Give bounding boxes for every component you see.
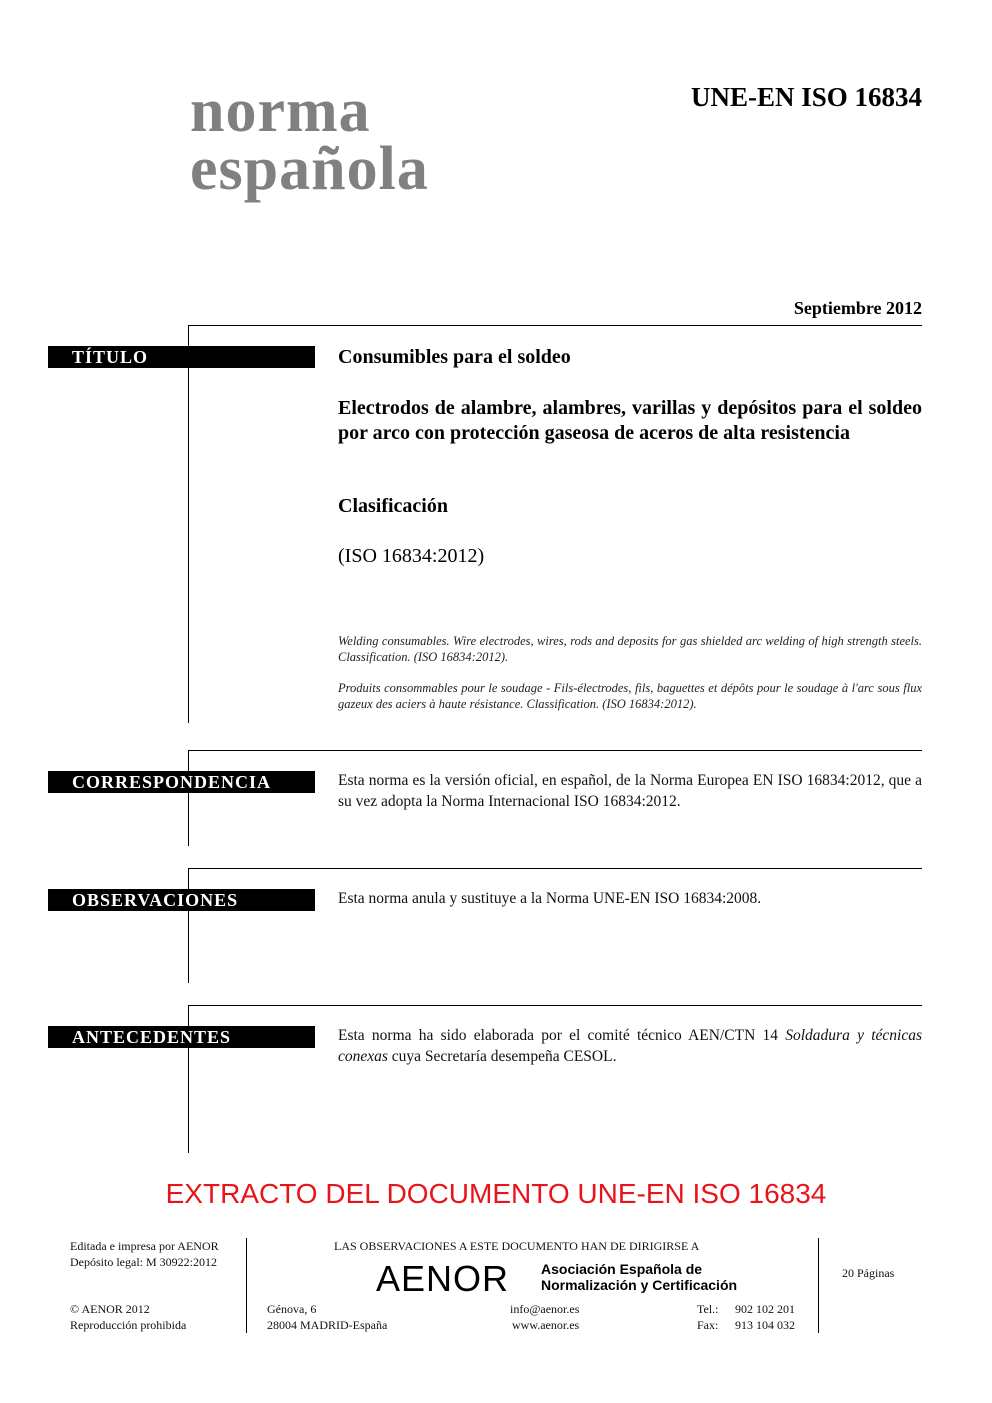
brand-line-2: española [190,135,429,203]
tel-number: 902 102 201 [735,1302,795,1316]
footer-contact [510,1301,579,1333]
footer-address-1: Génova, 6 [267,1302,317,1316]
page-count: 20 Páginas [842,1266,895,1280]
footer-rule-left [246,1238,247,1333]
footer-copyright: © AENOR 2012 [70,1302,150,1316]
antecedentes-text-start: Esta norma ha sido elaborada por el comité técnico AEN/CTN 14 [338,1027,786,1044]
fax-number: 913 104 032 [735,1318,795,1332]
footer-edited: Editada e impresa por AENOR [70,1239,219,1253]
title-english: Welding consumables. Wire electrodes, wires, rods and deposits for gas shielded arc welding of high strength steels. Classification. (ISO 16834:2012). [338,634,922,664]
section-divider [188,750,922,751]
footer-address [267,1301,387,1333]
label-antecedentes: ANTECEDENTES [48,1026,315,1048]
antecedentes-text-end: cuya Secretaría desempeña CESOL. [387,1048,617,1065]
aenor-association [541,1261,737,1293]
publication-date: Septiembre 2012 [793,298,922,318]
brand-title [190,77,429,203]
footer-rule-right [818,1238,819,1333]
observaciones-text: Esta norma anula y sustituye a la Norma UNE-EN ISO 16834:2008. [338,890,762,907]
title-line-4: (ISO 16834:2012) [338,545,485,567]
footer-rights [70,1301,186,1333]
title-line-3: Clasificación [338,495,448,517]
title-french: Produits consommables pour le soudage - Fils-électrodes, fils, baguettes et dépôts pour le soudage à l'arc sous flux gazeux des aciers à haute résistance. Classification. (ISO 16834:2012). [338,681,922,711]
committee-name: Soldadura y técnicas conexas [338,1027,922,1065]
aenor-association-line-1: Asociación Española de [541,1261,703,1277]
footer-deposit: Depósito legal: M 30922:2012 [70,1255,217,1269]
correspondencia-text: Esta norma es la versión oficial, en español, de la Norma Europea EN ISO 16834:2012, que a su vez adopta la Norma Internacional ISO 16834:2012. [338,772,922,810]
antecedentes-text [338,1025,922,1067]
label-observaciones: OBSERVACIONES [48,889,315,911]
footer-phone [697,1301,795,1333]
label-titulo: TÍTULO [48,346,315,368]
aenor-association-line-2: Normalización y Certificación [541,1277,738,1293]
footer-web[interactable]: www.aenor.es [512,1318,580,1332]
label-correspondencia: CORRESPONDENCIA [48,771,315,793]
standard-code: UNE-EN ISO 16834 [690,82,922,112]
aenor-logo: AENOR [376,1258,510,1299]
footer-observations: LAS OBSERVACIONES A ESTE DOCUMENTO HAN DE DIRIGIRSE A [334,1239,700,1253]
section-divider [188,868,922,869]
footer-edition [70,1238,219,1270]
section-rule [188,325,189,723]
section-divider [188,325,922,326]
footer-email[interactable]: info@aenor.es [510,1302,580,1316]
section-rule [188,750,189,846]
fax-label: Fax: [697,1318,719,1332]
title-line-2: Electrodos de alambre, alambres, varillas y depósitos para el soldeo por arco con protección gaseosa de aceros de alta resistencia [338,397,922,444]
extract-notice: EXTRACTO DEL DOCUMENTO UNE-EN ISO 16834 [165,1178,827,1209]
section-divider [188,1005,922,1006]
section-rule [188,868,189,983]
title-line-1: Consumibles para el soldeo [338,346,571,368]
tel-label: Tel.: [697,1302,719,1316]
footer-reproduction: Reproducción prohibida [70,1318,187,1332]
brand-line-1: norma [190,77,371,145]
footer-address-2: 28004 MADRID-España [267,1318,388,1332]
